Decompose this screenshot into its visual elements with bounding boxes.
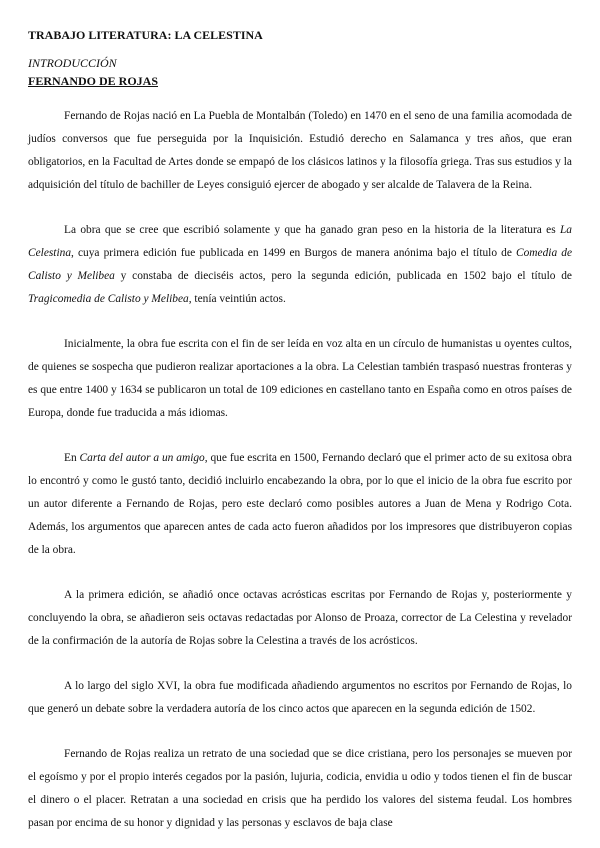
body-paragraph <box>28 105 572 197</box>
body-paragraph <box>28 447 572 562</box>
paragraph-text: Fernando de Rojas nació en La Puebla de Montalbán (Toledo) en 1470 en el seno de una familia acomodada de judíos conversos que fue perseguida por la Inquisición. Estudió derecho en Salamanca y tres años, que eran obligatorios, en la Facultad de Artes donde se empapó de los clásicos latinos y la filosofía griega. Tras sus estudios y la adquisición del título de bachiller de Leyes consiguió ejercer de abogado y ser alcalde de Talavera de la Reina. <box>28 110 572 191</box>
paragraph-text: A lo largo del siglo XVI, la obra fue modificada añadiendo argumentos no escritos por Fernando de Rojas, lo que generó un debate sobre la verdadera autoría de los cinco actos que aparecen en la segunda edición de 1502. <box>28 680 572 715</box>
paragraph-text: , tenía veintiún actos. <box>188 293 286 305</box>
section-label: INTRODUCCIÓN <box>28 56 117 70</box>
author-heading: FERNANDO DE ROJAS <box>28 74 159 88</box>
paragraph-text: En <box>64 452 80 464</box>
body-paragraph <box>28 743 572 835</box>
body-paragraph <box>28 333 572 425</box>
italic-title-text: Tragicomedia de Calisto y Melibea <box>28 293 189 305</box>
paragraph-text: Fernando de Rojas realiza un retrato de una sociedad que se dice cristiana, pero los personajes se mueven por el egoísmo y por el propio interés cegados por la pasión, lujuria, codicia, envidia u odio y todos tienen el fin de buscar el dinero o el placer. Retratan a una sociedad en crisis que ha perdido los valores del sistema feudal. Los hombres pasan por encima de su honor y dignidad y las personas y esclavos de baja clase <box>28 748 572 829</box>
paragraph-text: , cuya primera edición fue publicada en 1499 en Burgos de manera anónima bajo el título de <box>71 247 517 259</box>
italic-title-text: Carta del autor a un amigo <box>79 452 205 464</box>
document-title: TRABAJO LITERATURA: LA CELESTINA <box>28 28 263 42</box>
paragraph-text: Inicialmente, la obra fue escrita con el fin de ser leída en voz alta en un círculo de humanistas u oyentes cultos, de quienes se sospecha que pudieron realizar aportaciones a la obra. La Celestian también traspasó nuestras fronteras y es que entre 1400 y 1634 se publicaron un total de 109 ediciones en castellano tanto en España como en otros países de Europa, donde fue traducida a más idiomas. <box>28 338 572 419</box>
body-paragraph <box>28 675 572 721</box>
paragraph-text: , que fue escrita en 1500, Fernando declaró que el primer acto de su exitosa obra lo encontró y como le gustó tanto, decidió incluirlo encabezando la obra, por lo que el inicio de la obra fue escrito por un autor diferente a Fernando de Rojas, pero este declaró como posibles autores a Juan de Mena y Rodrigo Cota. Además, los argumentos que aparecen antes de cada acto fueron añadidos por los impresores que distribuyeron copias de la obra. <box>28 452 572 556</box>
paragraph-text: y constaba de dieciséis actos, pero la segunda edición, publicada en 1502 bajo el título de <box>114 270 572 282</box>
italic-title-text: Comedia de Calisto y Melibea <box>28 247 572 282</box>
paragraph-text: A la primera edición, se añadió once octavas acrósticas escritas por Fernando de Rojas y, posteriormente y concluyendo la obra, se añadieron seis octavas redactadas por Alonso de Proaza, corrector de La Celestina y revelador de la confirmación de la autoría de Rojas sobre la Celestina a través de los acrósticos. <box>28 589 572 647</box>
italic-title-text: La Celestina <box>28 224 572 259</box>
paragraph-text: La obra que se cree que escribió solamente y que ha ganado gran peso en la historia de la literatura es <box>64 224 560 236</box>
body-paragraph <box>28 584 572 653</box>
body-paragraph <box>28 219 572 311</box>
document-body <box>28 105 572 835</box>
